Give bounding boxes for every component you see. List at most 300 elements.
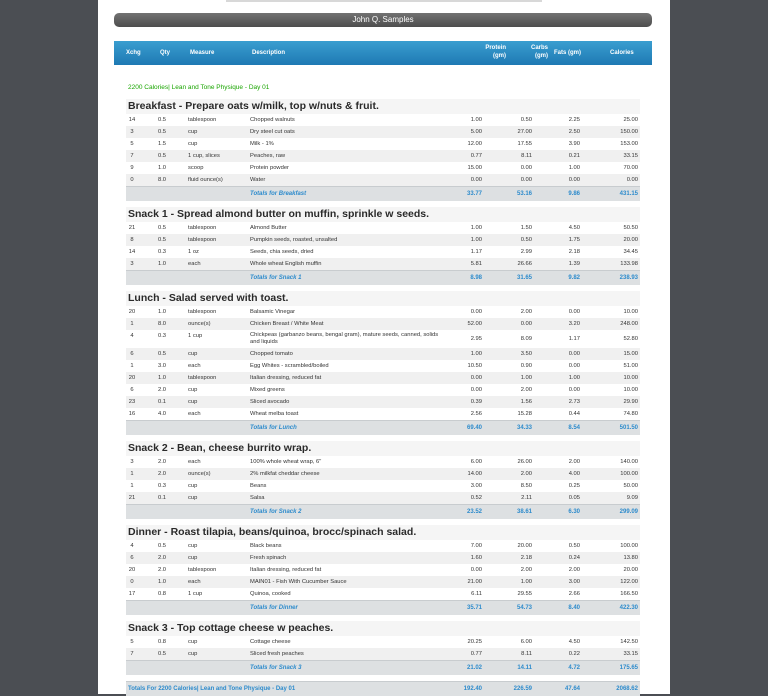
description-cell: Milk - 1% (250, 141, 274, 147)
description-cell: Almond Butter (250, 225, 287, 231)
fats-cell: 2.66 (568, 591, 580, 597)
meal-totals-row (126, 270, 640, 285)
carbs-cell: 6.00 (520, 639, 532, 645)
fats-cell: 0.05 (568, 495, 580, 501)
col-calories: Calories (610, 50, 634, 56)
col-carbs-line2: (gm) (535, 53, 548, 59)
measure-cell: 1 cup, slices (188, 153, 220, 159)
qty-cell: 0.5 (157, 117, 167, 123)
carbs-cell: 0.50 (520, 237, 532, 243)
description-cell: Quinoa, cooked (250, 591, 291, 597)
food-row (126, 408, 640, 420)
xchg-cell: 20 (128, 375, 136, 381)
measure-cell: cup (188, 387, 198, 393)
grand-total-carbs: 226.59 (513, 686, 532, 692)
col-qty: Qty (160, 50, 171, 56)
description-cell: 100% whole wheat wrap, 6" (250, 459, 322, 465)
totals-label: Totals for Snack 3 (250, 665, 302, 671)
meal-totals-row (126, 420, 640, 435)
carbs-cell: 2.99 (520, 249, 532, 255)
qty-cell: 1.0 (157, 375, 167, 381)
total-fats: 9.86 (568, 191, 580, 197)
food-row (126, 636, 640, 648)
measure-cell: cup (188, 141, 198, 147)
food-row (126, 468, 640, 480)
report-page (98, 0, 670, 694)
fats-cell: 0.00 (568, 387, 580, 393)
measure-cell: cup (188, 399, 198, 405)
description-cell: MAIN01 - Fish With Cucumber Sauce (250, 579, 347, 585)
measure-cell: tablespoon (188, 117, 217, 123)
calories-cell: 15.00 (623, 351, 638, 357)
description-cell: Balsamic Vinegar (250, 309, 296, 315)
meal-title: Snack 2 - Bean, cheese burrito wrap. (126, 441, 640, 456)
food-row (126, 246, 640, 258)
protein-cell: 1.00 (470, 117, 482, 123)
fats-cell: 2.00 (568, 567, 580, 573)
fats-cell: 0.25 (568, 483, 580, 489)
carbs-cell: 0.00 (520, 321, 532, 327)
protein-cell: 0.77 (470, 153, 482, 159)
fats-cell: 0.24 (568, 555, 580, 561)
total-protein: 21.02 (466, 665, 482, 671)
measure-cell: each (188, 363, 201, 369)
calories-cell: 10.00 (623, 309, 638, 315)
carbs-cell: 2.11 (521, 495, 532, 501)
col-fats: Fats (gm) (554, 50, 581, 56)
plan-title: 2200 Calories| Lean and Tone Physique - Day 01 (128, 84, 270, 91)
meal-table (126, 99, 640, 696)
carbs-cell: 1.56 (520, 399, 532, 405)
description-cell: Chopped tomato (250, 351, 293, 357)
fats-cell: 1.39 (568, 261, 580, 267)
description-cell: Chicken Breast / White Meat (250, 321, 324, 327)
protein-cell: 0.39 (470, 399, 482, 405)
calories-cell: 13.80 (623, 555, 638, 561)
carbs-cell: 0.90 (520, 363, 532, 369)
total-carbs: 34.33 (516, 425, 532, 431)
xchg-cell: 1 (130, 321, 134, 327)
carbs-cell: 3.50 (520, 351, 532, 357)
col-protein-line1: Protein (485, 45, 506, 51)
protein-cell: 14.00 (467, 471, 482, 477)
carbs-cell: 0.00 (520, 165, 532, 171)
description-cell: Black beans (250, 543, 282, 549)
description-cell: Italian dressing, reduced fat (250, 375, 322, 381)
xchg-cell: 9 (130, 165, 134, 171)
total-carbs: 14.11 (517, 665, 532, 671)
calories-cell: 52.80 (623, 336, 638, 342)
food-row (126, 480, 640, 492)
food-row (126, 330, 640, 348)
total-fats: 9.82 (568, 275, 580, 281)
protein-cell: 0.77 (470, 651, 482, 657)
measure-cell: cup (188, 543, 198, 549)
fats-cell: 2.73 (568, 399, 580, 405)
carbs-cell: 8.11 (521, 651, 532, 657)
measure-cell: each (188, 411, 201, 417)
qty-cell: 0.1 (157, 399, 167, 405)
protein-cell: 1.00 (470, 237, 482, 243)
food-row (126, 588, 640, 600)
protein-cell: 1.17 (470, 249, 482, 255)
qty-cell: 0.5 (157, 153, 167, 159)
carbs-cell: 8.11 (521, 153, 532, 159)
description-cell: Italian dressing, reduced fat (250, 567, 322, 573)
xchg-cell: 6 (130, 387, 134, 393)
protein-cell: 2.95 (470, 336, 482, 342)
calories-cell: 100.00 (620, 543, 638, 549)
col-protein (472, 44, 506, 60)
total-calories: 422.30 (619, 605, 638, 611)
calories-cell: 9.09 (626, 495, 638, 501)
protein-cell: 0.00 (470, 375, 482, 381)
calories-cell: 20.00 (623, 237, 638, 243)
total-protein: 69.40 (466, 425, 482, 431)
carbs-cell: 2.00 (520, 387, 532, 393)
food-row (126, 138, 640, 150)
totals-label: Totals for Lunch (250, 425, 297, 431)
food-row (126, 174, 640, 186)
calories-cell: 34.45 (623, 249, 638, 255)
total-fats: 8.54 (568, 425, 580, 431)
meal-title: Lunch - Salad served with toast. (126, 291, 640, 306)
total-fats: 8.40 (568, 605, 580, 611)
carbs-cell: 8.50 (520, 483, 532, 489)
fats-cell: 2.25 (568, 117, 580, 123)
protein-cell: 6.11 (471, 591, 482, 597)
total-carbs: 54.73 (516, 605, 532, 611)
protein-cell: 3.00 (470, 483, 482, 489)
protein-cell: 0.00 (470, 177, 482, 183)
protein-cell: 5.81 (470, 261, 482, 267)
xchg-cell: 21 (128, 495, 136, 501)
xchg-cell: 1 (130, 483, 134, 489)
xchg-cell: 14 (128, 117, 136, 123)
qty-cell: 2.0 (157, 555, 167, 561)
xchg-cell: 16 (128, 411, 136, 417)
measure-cell: tablespoon (188, 309, 217, 315)
description-cell: Wheat melba toast (250, 411, 299, 417)
total-calories: 299.09 (619, 509, 638, 515)
fats-cell: 4.50 (568, 225, 580, 231)
carbs-cell: 2.00 (520, 567, 532, 573)
measure-cell: ounce(s) (188, 471, 211, 477)
xchg-cell: 4 (130, 333, 134, 339)
description-cell: Sliced fresh peaches (250, 651, 304, 657)
description-cell: Whole wheat English muffin (250, 261, 322, 267)
protein-cell: 20.25 (467, 639, 482, 645)
calories-cell: 166.50 (620, 591, 638, 597)
calories-cell: 142.50 (620, 639, 638, 645)
calories-cell: 51.00 (623, 363, 638, 369)
meal-totals-row (126, 600, 640, 615)
measure-cell: cup (188, 555, 198, 561)
qty-cell: 0.5 (157, 351, 167, 357)
qty-cell: 0.5 (157, 543, 167, 549)
qty-cell: 2.0 (157, 387, 167, 393)
qty-cell: 0.3 (157, 333, 167, 339)
qty-cell: 3.0 (157, 363, 167, 369)
xchg-cell: 14 (128, 249, 136, 255)
food-row (126, 306, 640, 318)
total-fats: 4.72 (568, 665, 580, 671)
food-row (126, 360, 640, 372)
measure-cell: cup (188, 483, 198, 489)
fats-cell: 4.50 (568, 639, 580, 645)
qty-cell: 0.5 (157, 237, 167, 243)
xchg-cell: 8 (130, 237, 134, 243)
description-cell: Salsa (250, 495, 265, 501)
xchg-cell: 21 (128, 225, 136, 231)
fats-cell: 0.44 (568, 411, 580, 417)
top-divider (226, 0, 542, 2)
carbs-cell: 20.00 (517, 543, 532, 549)
food-row (126, 576, 640, 588)
food-row (126, 348, 640, 360)
calories-cell: 248.00 (620, 321, 638, 327)
calories-cell: 133.98 (620, 261, 638, 267)
carbs-cell: 1.50 (520, 225, 532, 231)
description-cell: Cottage cheese (250, 639, 291, 645)
xchg-cell: 0 (130, 177, 134, 183)
carbs-cell: 29.55 (517, 591, 532, 597)
qty-cell: 8.0 (157, 321, 167, 327)
carbs-cell: 17.55 (517, 141, 532, 147)
carbs-cell: 2.18 (520, 555, 532, 561)
grand-total-protein: 192.40 (463, 686, 482, 692)
total-fats: 6.30 (568, 509, 580, 515)
grand-total-calories: 2068.62 (616, 686, 638, 692)
total-carbs: 53.16 (516, 191, 532, 197)
protein-cell: 5.00 (470, 129, 482, 135)
col-xchg: Xchg (126, 50, 141, 56)
carbs-cell: 26.00 (517, 459, 532, 465)
measure-cell: 1 oz (188, 249, 199, 255)
measure-cell: cup (188, 639, 198, 645)
calories-cell: 74.80 (623, 411, 638, 417)
description-cell: Beans (250, 483, 267, 489)
protein-cell: 2.56 (470, 411, 482, 417)
total-carbs: 38.61 (516, 509, 532, 515)
calories-cell: 10.00 (623, 375, 638, 381)
protein-cell: 6.00 (470, 459, 482, 465)
total-carbs: 31.65 (516, 275, 532, 281)
description-cell: Peaches, raw (250, 153, 286, 159)
fats-cell: 3.20 (568, 321, 580, 327)
description-cell: Chickpeas (garbanzo beans, bengal gram), mature seeds, canned, solids and liquids (250, 332, 439, 345)
protein-cell: 0.00 (470, 387, 482, 393)
xchg-cell: 1 (130, 471, 134, 477)
protein-cell: 15.00 (467, 165, 482, 171)
fats-cell: 3.00 (568, 579, 580, 585)
total-calories: 431.15 (619, 191, 638, 197)
qty-cell: 2.0 (157, 567, 167, 573)
totals-label: Totals for Snack 2 (250, 509, 302, 515)
calories-cell: 20.00 (623, 567, 638, 573)
protein-cell: 1.00 (470, 225, 482, 231)
fats-cell: 0.00 (568, 363, 580, 369)
col-protein-line2: (gm) (493, 53, 506, 59)
calories-cell: 122.00 (620, 579, 638, 585)
protein-cell: 7.00 (470, 543, 482, 549)
food-row (126, 396, 640, 408)
total-protein: 23.52 (466, 509, 482, 515)
carbs-cell: 15.28 (517, 411, 532, 417)
totals-label: Totals for Breakfast (250, 191, 307, 197)
protein-cell: 0.00 (470, 567, 482, 573)
total-calories: 501.50 (619, 425, 638, 431)
measure-cell: 1 cup (188, 333, 203, 339)
protein-cell: 21.00 (467, 579, 482, 585)
grand-total-label: Totals For 2200 Calories| Lean and Tone Physique - Day 01 (128, 686, 296, 692)
fats-cell: 4.00 (568, 471, 580, 477)
qty-cell: 1.5 (157, 141, 167, 147)
measure-cell: cup (188, 351, 198, 357)
food-row (126, 162, 640, 174)
calories-cell: 25.00 (623, 117, 638, 123)
carbs-cell: 1.00 (520, 375, 532, 381)
protein-cell: 1.60 (470, 555, 482, 561)
xchg-cell: 3 (130, 129, 134, 135)
xchg-cell: 0 (130, 579, 134, 585)
description-cell: Pumpkin seeds, roasted, unsalted (250, 237, 338, 243)
food-row (126, 222, 640, 234)
measure-cell: ounce(s) (188, 321, 211, 327)
calories-cell: 0.00 (626, 177, 638, 183)
qty-cell: 1.0 (157, 261, 167, 267)
total-calories: 238.93 (619, 275, 638, 281)
food-row (126, 564, 640, 576)
fats-cell: 3.90 (568, 141, 580, 147)
description-cell: Protein powder (250, 165, 289, 171)
carbs-cell: 0.50 (520, 117, 532, 123)
meal-totals-row (126, 660, 640, 675)
description-cell: 2% milkfat cheddar cheese (250, 471, 320, 477)
measure-cell: each (188, 459, 201, 465)
xchg-cell: 5 (130, 141, 134, 147)
measure-cell: 1 cup (188, 591, 203, 597)
food-row (126, 234, 640, 246)
fats-cell: 0.21 (568, 153, 580, 159)
xchg-cell: 3 (130, 261, 134, 267)
description-cell: Seeds, chia seeds, dried (250, 249, 314, 255)
xchg-cell: 1 (130, 363, 134, 369)
meal-title: Snack 1 - Spread almond butter on muffin, sprinkle w seeds. (126, 207, 640, 222)
measure-cell: scoop (188, 165, 204, 171)
food-row (126, 372, 640, 384)
qty-cell: 0.3 (157, 483, 167, 489)
fats-cell: 1.17 (568, 336, 580, 342)
measure-cell: cup (188, 495, 198, 501)
calories-cell: 150.00 (620, 129, 638, 135)
xchg-cell: 5 (130, 639, 134, 645)
fats-cell: 2.18 (568, 249, 580, 255)
totals-label: Totals for Snack 1 (250, 275, 302, 281)
qty-cell: 0.8 (157, 639, 167, 645)
col-carbs-line1: Carbs (530, 45, 548, 51)
protein-cell: 1.00 (470, 351, 482, 357)
qty-cell: 0.3 (157, 249, 167, 255)
fats-cell: 1.75 (568, 237, 580, 243)
calories-cell: 140.00 (620, 459, 638, 465)
xchg-cell: 7 (130, 651, 134, 657)
protein-cell: 0.52 (470, 495, 482, 501)
description-cell: Water (250, 177, 266, 183)
meal-title: Breakfast - Prepare oats w/milk, top w/nuts & fruit. (126, 99, 640, 114)
food-row (126, 456, 640, 468)
fats-cell: 2.00 (568, 459, 580, 465)
description-cell: Dry steel cut oats (250, 129, 295, 135)
xchg-cell: 4 (130, 543, 134, 549)
measure-cell: tablespoon (188, 375, 217, 381)
food-row (126, 492, 640, 504)
qty-cell: 1.0 (157, 579, 167, 585)
grand-total-fats: 47.64 (564, 686, 580, 692)
totals-label: Totals for Dinner (250, 605, 298, 611)
food-row (126, 258, 640, 270)
food-row (126, 384, 640, 396)
total-calories: 175.65 (619, 665, 638, 671)
qty-cell: 0.1 (157, 495, 167, 501)
qty-cell: 8.0 (157, 177, 167, 183)
food-row (126, 318, 640, 330)
description-cell: Chopped walnuts (250, 117, 295, 123)
measure-cell: cup (188, 651, 198, 657)
fats-cell: 1.00 (568, 375, 580, 381)
food-row (126, 648, 640, 660)
description-cell: Egg Whites - scrambled/boiled (250, 363, 329, 369)
user-name-bar: John Q. Samples (114, 13, 652, 27)
carbs-cell: 26.66 (517, 261, 532, 267)
food-row (126, 114, 640, 126)
xchg-cell: 20 (128, 567, 136, 573)
xchg-cell: 17 (128, 591, 136, 597)
carbs-cell: 2.00 (520, 471, 532, 477)
protein-cell: 0.00 (470, 309, 482, 315)
total-protein: 33.77 (466, 191, 482, 197)
fats-cell: 0.22 (568, 651, 580, 657)
qty-cell: 2.0 (157, 471, 167, 477)
qty-cell: 0.8 (157, 591, 167, 597)
protein-cell: 10.50 (467, 363, 482, 369)
calories-cell: 50.50 (623, 225, 638, 231)
calories-cell: 153.00 (620, 141, 638, 147)
protein-cell: 52.00 (467, 321, 482, 327)
fats-cell: 2.50 (568, 129, 580, 135)
fats-cell: 0.00 (568, 351, 580, 357)
calories-cell: 50.00 (623, 483, 638, 489)
xchg-cell: 3 (130, 459, 134, 465)
fats-cell: 0.00 (568, 177, 580, 183)
description-cell: Mixed greens (250, 387, 285, 393)
fats-cell: 0.00 (568, 309, 580, 315)
col-measure: Measure (190, 50, 215, 56)
xchg-cell: 23 (128, 399, 136, 405)
protein-cell: 12.00 (467, 141, 482, 147)
description-cell: Fresh spinach (250, 555, 287, 561)
calories-cell: 33.15 (623, 153, 638, 159)
carbs-cell: 1.00 (520, 579, 532, 585)
description-cell: Sliced avocado (250, 399, 290, 405)
calories-cell: 10.00 (623, 387, 638, 393)
qty-cell: 1.0 (157, 165, 167, 171)
col-description: Description (252, 50, 286, 56)
food-row (126, 150, 640, 162)
qty-cell: 4.0 (157, 411, 167, 417)
meal-title: Dinner - Roast tilapia, beans/quinoa, brocc/spinach salad. (126, 525, 640, 540)
food-row (126, 552, 640, 564)
